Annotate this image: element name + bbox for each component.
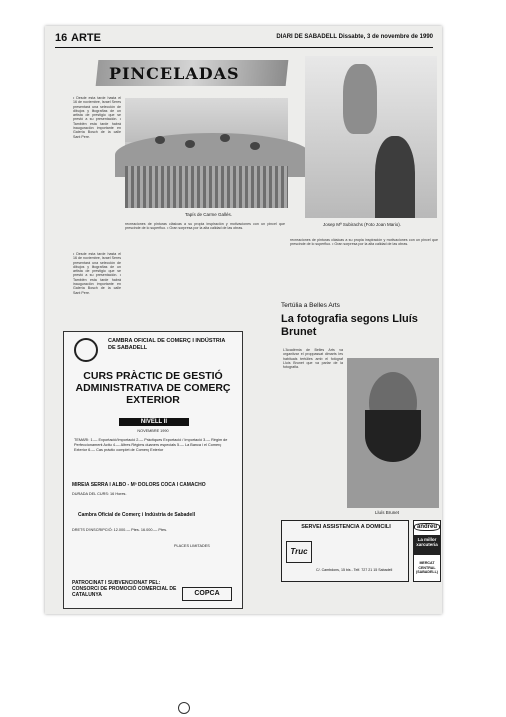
andreu-logo: andreu bbox=[414, 523, 440, 531]
ad-lloc: Cambra Oficial de Comerç i Indústria de Sabadell bbox=[78, 512, 195, 518]
column-left-lower: • Desde esta tarde hasta el 16 de noviembre, Israel Seres presentará una selección de dibujos y litografías de un artista de prestigio que se prestó a su presentación. • También esta tarde habrá inauguración importante en Galería Bosch de la calle Sant Pere. bbox=[73, 252, 121, 295]
caption-tapestry: Tapís de Carme Gallés. bbox=[185, 212, 233, 217]
page-indicator-icon[interactable] bbox=[178, 702, 190, 714]
section-title: ARTE bbox=[71, 32, 101, 44]
serv-title: SERVEI ASSISTENCIA A DOMICILI bbox=[301, 524, 391, 530]
ad-month: NOVEMBRE 1990 bbox=[137, 429, 169, 433]
brunet-photo bbox=[347, 358, 439, 508]
ad-cambra: CAMBRA OFICIAL DE COMERÇ I INDÚSTRIA DE SABADELL bbox=[108, 338, 226, 351]
ad-level: NIVELL II bbox=[119, 418, 189, 426]
masthead-date: DIARI DE SABADELL Dissabte, 3 de novembre de 1990 bbox=[276, 34, 433, 40]
page-number: 16 bbox=[55, 32, 68, 44]
cambra-logo-icon bbox=[74, 338, 98, 362]
column-right: recreaciones de pinturas clásicas a su propia inspiración y motivaciones con un pincel que prescinde de lo superfluo. • Gran sorpresa por la alta calidad de las obras. bbox=[290, 238, 438, 247]
course-ad bbox=[63, 331, 243, 609]
ad-places: PLACES LIMITADES bbox=[174, 544, 210, 548]
article-title: La fotografia segons Lluís Brunet bbox=[281, 313, 418, 338]
ad-professors: MIREIA SERRA I ALBO - Mª DOLORS COCA I CAMACHO bbox=[72, 482, 206, 488]
ad-duracio: DURADA DEL CURS: 16 Hores. bbox=[72, 492, 127, 496]
sculpture-photo bbox=[305, 56, 437, 218]
article-kicker: Tertúlia a Belles Arts bbox=[281, 302, 340, 309]
serv-ad bbox=[281, 520, 409, 582]
newspaper-page bbox=[45, 26, 442, 614]
article-body: L'Acadèmia de Belles Arts va organitzar el proppassat dimarts les habituals tertúlies amb el fotògraf Lluís Brunet que va parlar de la fotografia. bbox=[283, 348, 343, 370]
caption-brunet: Lluís Brunet bbox=[375, 510, 400, 515]
page-header bbox=[55, 32, 433, 48]
andreu-slogan: La millor xarcuteria bbox=[414, 535, 440, 555]
caption-sculpture: Josep Mª Subirachs (Foto Joan Mario). bbox=[323, 222, 401, 227]
ad-patro: PATROCINAT I SUBVENCIONAT PEL: CONSORCI DE PROMOCIÓ COMERCIAL DE CATALUNYA bbox=[72, 580, 177, 598]
column-left: • Desde esta tarde hasta el 16 de noviembre, Israel Seres presentará una selección de dibujos y litografías de un artista de prestigio que se prestó a su presentación. • También esta tarde habrá inauguración importante en Galería Bosch de la calle Sant Pere. bbox=[73, 96, 121, 139]
ad-drets: DRETS D'INSCRIPCIÓ: 12.000.— Ptes. 16.000.— Ptes. bbox=[72, 528, 168, 532]
ad-title: CURS PRÀCTIC DE GESTIÓ ADMINISTRATIVA DE COMERÇ EXTERIOR bbox=[75, 370, 231, 406]
serv-address: C/. Cambdons, 15 bis - Telf. 727 21 15 Sabadell bbox=[316, 568, 393, 572]
column-mid: recreaciones de pinturas clásicas a su propia inspiración y motivaciones con un pincel que prescinde de lo superfluo. • Gran sorpresa por la alta calidad de las obras. bbox=[125, 222, 285, 231]
andreu-ad bbox=[413, 520, 441, 582]
ad-temari: TEMARI: 1.— Exportació/Importació 2.— Pràctiques Exportació / Importació 3.— Règim de Perfeccionament Actiu 4.— Altres Règims duaners especials 5.— La Banca i el Comerç Exterior 6.— Cas pràctic complet de Comerç Exterior bbox=[74, 438, 228, 452]
truc-logo: Truc bbox=[286, 541, 312, 563]
tapestry-photo bbox=[125, 98, 288, 208]
andreu-location: MERCAT CENTRAL (SABADELL) bbox=[416, 561, 438, 574]
copca-logo: COPCA bbox=[182, 587, 232, 601]
banner-title: PINCELADAS bbox=[109, 64, 240, 83]
